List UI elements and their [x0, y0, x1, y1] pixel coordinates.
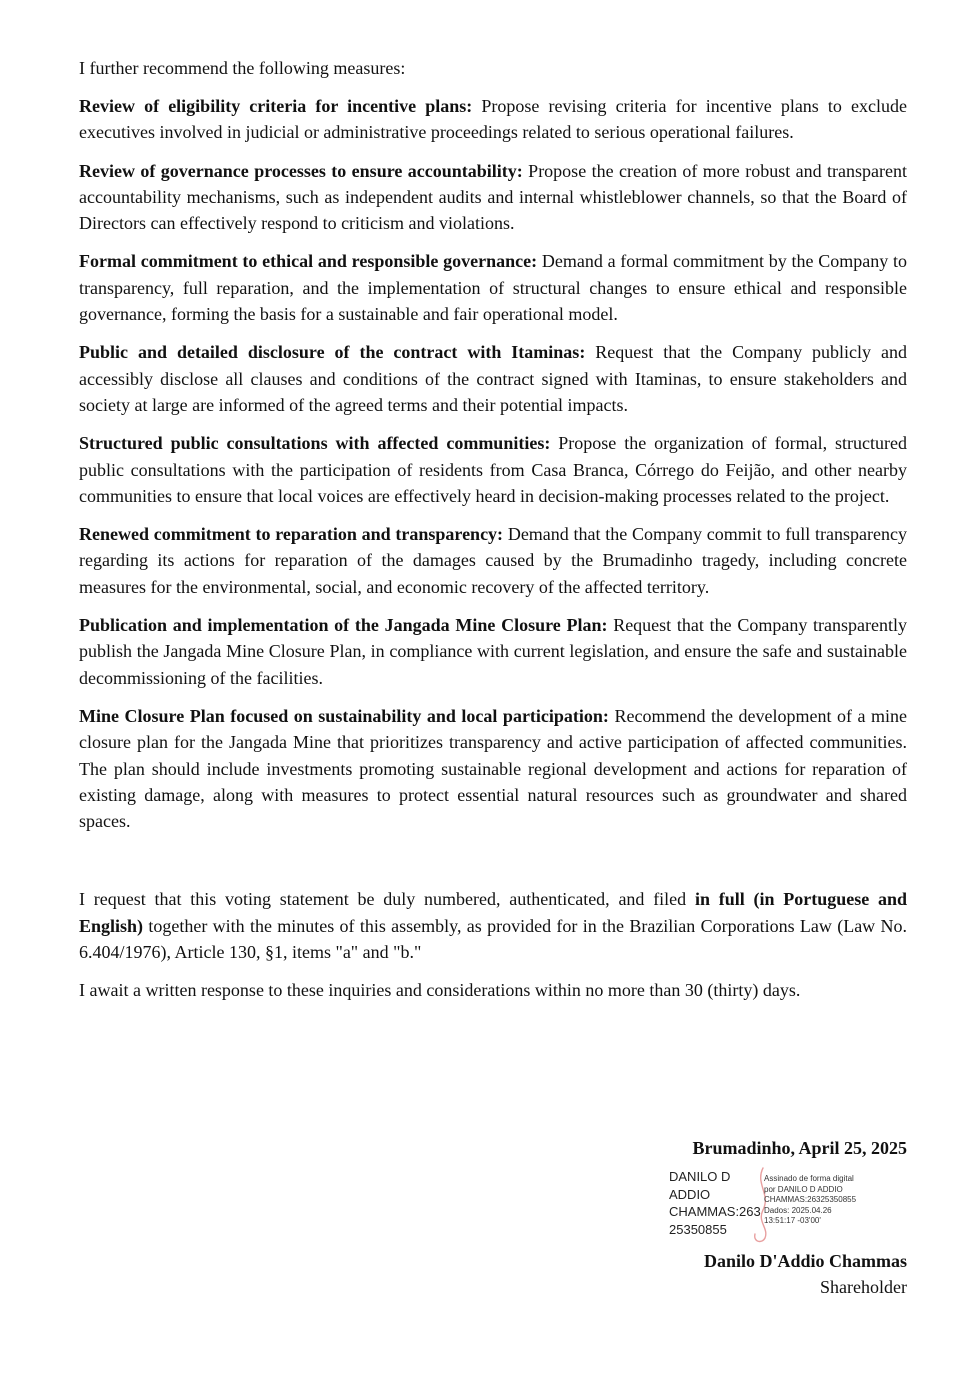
measure-title: Mine Closure Plan focused on sustainability and local participation:	[79, 705, 609, 726]
digital-signer-line: DANILO D	[669, 1169, 731, 1184]
measure-title: Renewed commitment to reparation and transparency:	[79, 524, 504, 545]
measure-paragraph	[79, 430, 907, 509]
measure-text: Request that the Company transparently publish the Jangada Mine Closure Plan, in compliance with current legislation, and ensure the safe and sustainable decommissioning of the facilities.	[79, 615, 908, 688]
measure-paragraph	[79, 93, 907, 146]
signer-name: Danilo D'Addio Chammas	[703, 1251, 907, 1271]
intro-paragraph: I further recommend the following measures:	[79, 58, 406, 78]
document-page	[79, 55, 907, 1016]
signature-block	[607, 1136, 907, 1300]
measure-text: Request that the Company publicly and accessibly disclose all clauses and conditions of the contract signed with Itaminas, to ensure stakeholders and society at large are informed of the agreed terms and their potential impacts.	[79, 342, 907, 415]
signer-role: Shareholder	[820, 1277, 907, 1297]
digital-signer-line: ADDIO	[669, 1186, 711, 1202]
await-response-paragraph: I await a written response to these inquiries and considerations within no more than 30 (thirty) days.	[79, 980, 801, 1001]
digital-signer-name	[669, 1168, 761, 1238]
measure-title: Public and detailed disclosure of the contract with Itaminas:	[79, 342, 586, 363]
measure-title: Review of eligibility criteria for incentive plans:	[79, 96, 473, 116]
measure-text: Propose revising criteria for incentive plans to exclude executives involved in judicial or administrative proceedings related to serious operational failures.	[79, 96, 907, 143]
filing-request-text-end: together with the minutes of this assembly, as provided for in the Brazilian Corporations Law (Law No. 6.404/1976), Article 130, §1, items "a" and "b."	[79, 915, 907, 963]
measure-title: Structured public consultations with affected communities:	[79, 433, 551, 454]
filing-request-paragraph	[79, 886, 907, 965]
signature-detail-line: 13:51:17 -03'00'	[764, 1216, 821, 1225]
measure-paragraph	[79, 521, 907, 600]
measure-text: Propose the organization of formal, structured public consultations with the participation of residents from Casa Branca, Córrego do Feijão, and other nearby communities to ensure that local voices are effectively heard in decision-making processes related to the project.	[79, 433, 907, 506]
digital-signer-line: 25350855	[669, 1221, 727, 1237]
digital-signature-details	[764, 1174, 856, 1227]
measure-text: Demand a formal commitment by the Company to transparency, full reparation, and the implementation of structural changes to ensure ethical and responsible governance, forming the basis for a sustainable and fair operational model.	[79, 251, 907, 325]
section-spacer	[79, 846, 907, 886]
signature-detail-line: CHAMMAS:26325350855	[764, 1195, 857, 1204]
signature-detail-line: Assinado de forma digital	[764, 1174, 854, 1183]
signature-detail-line: por DANILO D ADDIO	[764, 1184, 843, 1194]
signature-detail-line: Dados: 2025.04.26	[764, 1205, 832, 1215]
digital-signature-stamp	[607, 1168, 907, 1246]
measure-text: Recommend the development of a mine closure plan for the Jangada Mine that prioritizes transparency and active participation of affected communities. The plan should include investments promoting sustainable regional development and actions for reparation of existing damage, along with measures to protect essential natural resources such as groundwater and shared spaces.	[79, 705, 908, 832]
digital-signer-line: CHAMMAS:263	[669, 1204, 761, 1219]
measure-title: Publication and implementation of the Jangada Mine Closure Plan:	[79, 615, 608, 636]
measure-paragraph	[79, 612, 907, 691]
filing-request-emphasis: in full (in Portuguese and English)	[79, 889, 907, 936]
measure-paragraph	[79, 158, 907, 237]
measure-paragraph	[79, 339, 907, 418]
measure-paragraph	[79, 703, 907, 834]
filing-request-text: I request that this voting statement be duly numbered, authenticated, and filed	[79, 889, 695, 910]
measure-title: Review of governance processes to ensure accountability:	[79, 160, 523, 181]
place-date: Brumadinho, April 25, 2025	[692, 1138, 907, 1158]
measure-text: Demand that the Company commit to full transparency regarding its actions for reparation of the damages caused by the Brumadinho tragedy, including concrete measures for the environmental, social, and economic recovery of the affected territory.	[79, 524, 907, 597]
measure-paragraph	[79, 248, 907, 327]
measures-list	[79, 93, 907, 834]
measure-title: Formal commitment to ethical and responsible governance:	[79, 251, 538, 272]
measure-text: Propose the creation of more robust and transparent accountability mechanisms, such as independent audits and internal whistleblower channels, so that the Board of Directors can effectively respond to criticism and violations.	[79, 160, 907, 234]
